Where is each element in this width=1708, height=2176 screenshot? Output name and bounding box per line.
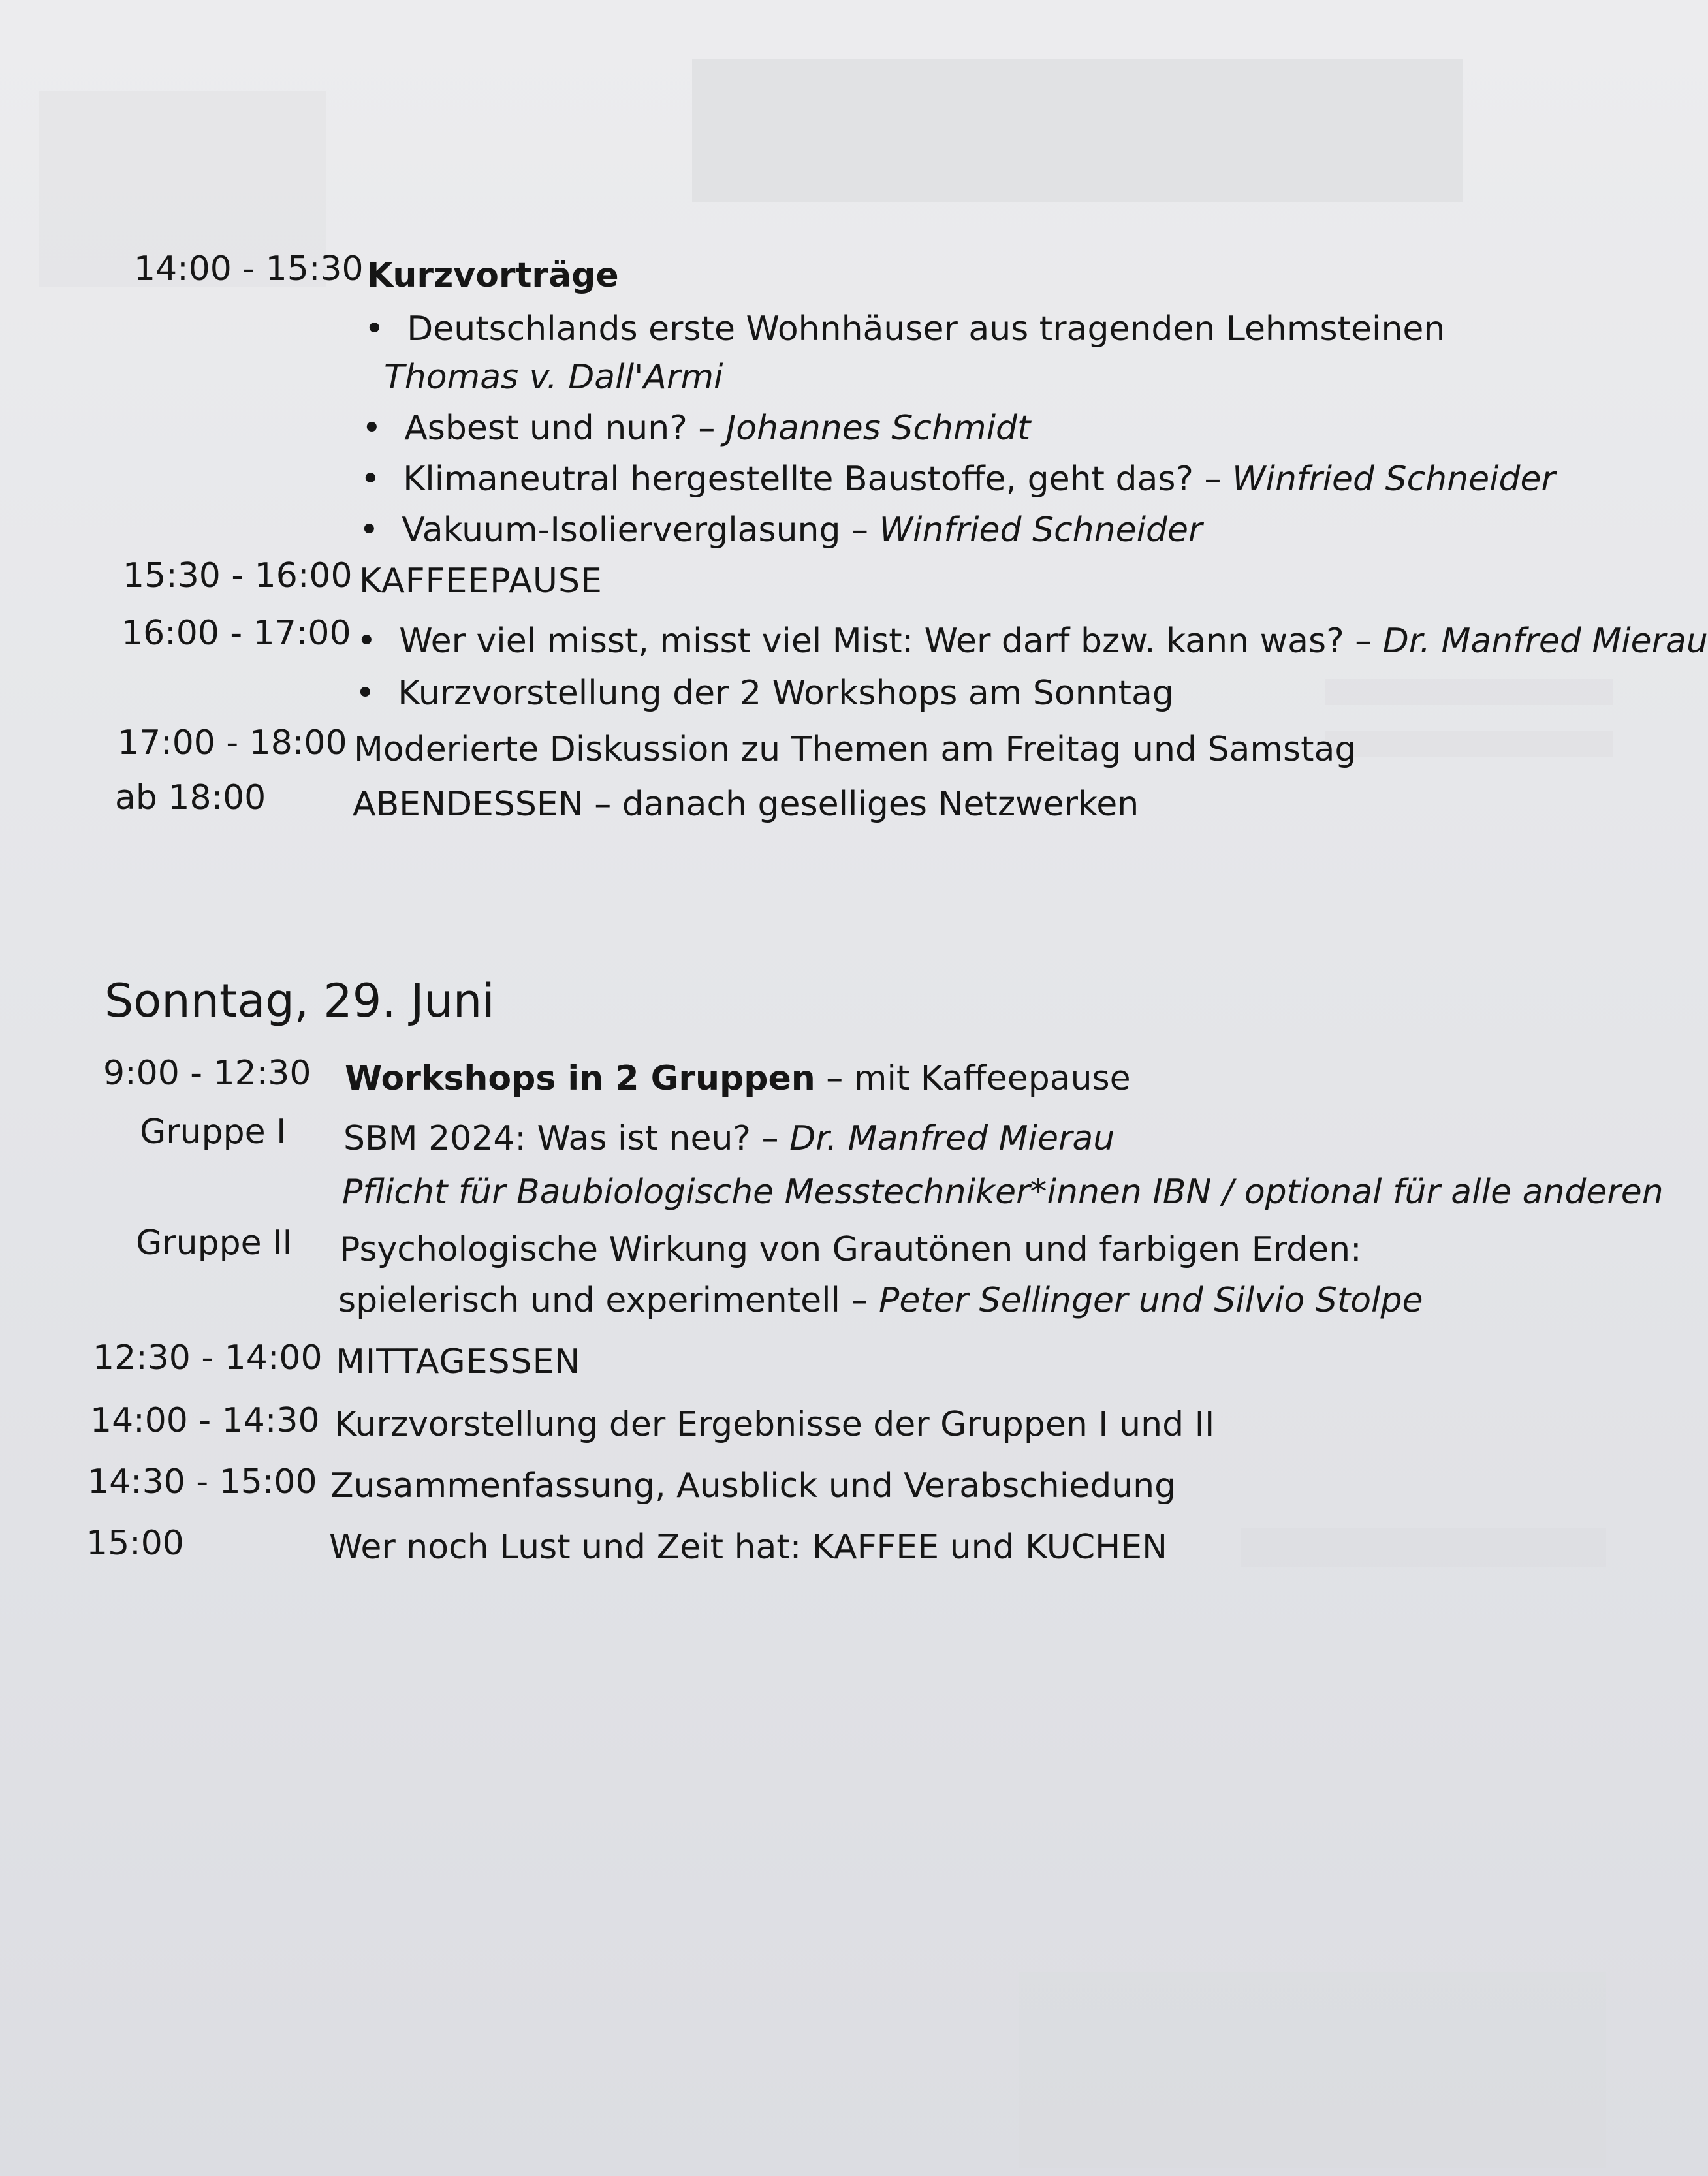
session-title: Workshops in 2 Gruppen: [345, 1059, 815, 1098]
session-text: Kurzvorstellung der Ergebnisse der Gruppen I und II: [334, 1405, 1215, 1444]
session-time: ab 18:00: [115, 778, 266, 817]
talk-title: Vakuum-Isolierverglasung –: [402, 511, 879, 550]
session-text: MITTAGESSEN: [336, 1342, 581, 1381]
group-subtitle: [338, 1281, 1423, 1320]
talk-title: Deutschlands erste Wohnhäuser aus tragenden Lehmsteinen: [407, 309, 1446, 349]
session-time: 14:00 - 15:30: [134, 249, 364, 289]
talk-speaker: Winfried Schneider: [1232, 460, 1555, 499]
talk-speaker: Dr. Manfred Mierau: [1382, 622, 1708, 661]
session-time: 9:00 - 12:30: [103, 1054, 311, 1093]
session-time: 16:00 - 17:00: [121, 614, 351, 653]
session-time: 14:00 - 14:30: [90, 1401, 320, 1440]
talk-item: [355, 674, 1174, 713]
group-subtitle-text: spielerisch und experimentell –: [338, 1281, 879, 1320]
talk-item: [364, 309, 1445, 349]
group-title: Psychologische Wirkung von Grautönen und farbigen Erden:: [340, 1230, 1362, 1269]
group-label: Gruppe II: [136, 1223, 293, 1263]
day-heading: Sonntag, 29. Juni: [104, 974, 495, 1028]
group-label: Gruppe I: [140, 1112, 287, 1152]
talk-speaker: Winfried Schneider: [879, 511, 1203, 550]
session-time: 15:30 - 16:00: [123, 556, 353, 595]
talk-item: [362, 409, 1030, 448]
talk-title: Asbest und nun? –: [404, 409, 726, 448]
talk-item: [356, 622, 1708, 661]
talk-speaker: Thomas v. Dall'Armi: [384, 358, 723, 397]
group-title: SBM 2024: Was ist neu? –: [343, 1119, 790, 1158]
session-text: Moderierte Diskussion zu Themen am Freitag und Samstag: [354, 730, 1357, 769]
session-time: 17:00 - 18:00: [118, 723, 347, 763]
group-speaker: Peter Sellinger und Silvio Stolpe: [879, 1281, 1423, 1320]
session-title: Kurzvorträge: [367, 256, 619, 295]
group-note: Pflicht für Baubiologische Messtechniker*innen IBN / optional für alle anderen: [342, 1173, 1664, 1212]
talk-title: Kurzvorstellung der 2 Workshops am Sonntag: [398, 674, 1174, 713]
session-time: 14:30 - 15:00: [87, 1462, 317, 1502]
talk-title: Klimaneutral hergestellte Baustoffe, geht das? –: [403, 460, 1233, 499]
group-speaker: Dr. Manfred Mierau: [789, 1119, 1115, 1158]
talk-speaker: Johannes Schmidt: [725, 409, 1031, 448]
session-text: Wer noch Lust und Zeit hat: KAFFEE und KUCHEN: [329, 1528, 1168, 1567]
session-time: 12:30 - 14:00: [93, 1338, 323, 1378]
session-text: [345, 1059, 1131, 1098]
session-text: ABENDESSEN – danach geselliges Netzwerken: [353, 785, 1139, 824]
talk-item: [359, 511, 1202, 550]
talk-item: [360, 460, 1555, 499]
session-time: 15:00: [86, 1524, 184, 1563]
session-note: – mit Kaffeepause: [815, 1059, 1131, 1098]
talk-title: Wer viel misst, misst viel Mist: Wer darf bzw. kann was? –: [399, 622, 1383, 661]
session-text: Zusammenfassung, Ausblick und Verabschiedung: [330, 1466, 1177, 1506]
session-text: KAFFEEPAUSE: [359, 561, 603, 601]
group-topic: [343, 1119, 1115, 1158]
